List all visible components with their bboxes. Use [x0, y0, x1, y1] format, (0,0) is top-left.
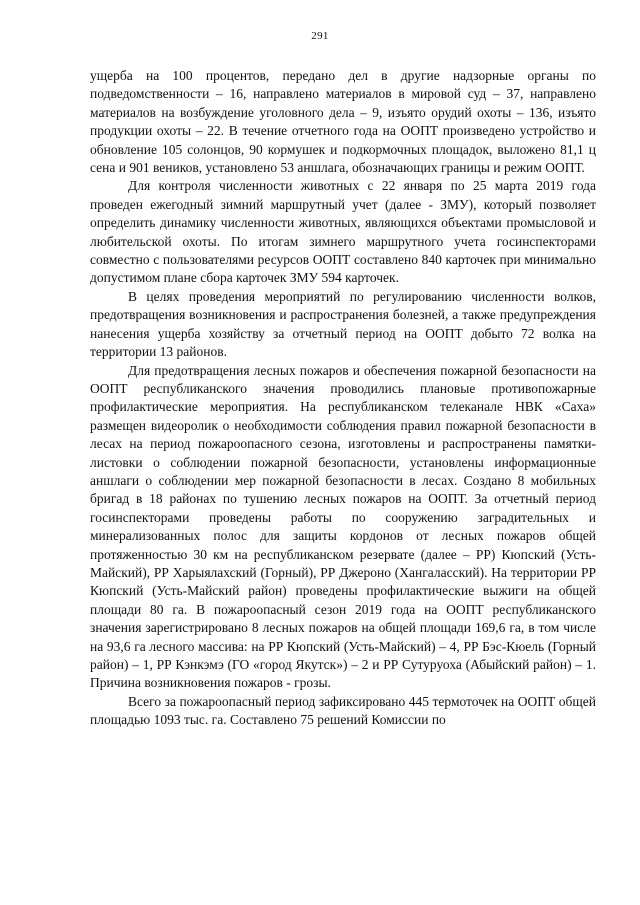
paragraph-continued: ущерба на 100 процентов, передано дел в другие надзорные органы по подведомственности – 16, направлено материалов в мировой суд – 37, направлено материалов на возбуждение уголовного дела – 9, изъято орудий охоты – 136, изъято продукции охоты – 22. В течение отчетного года на ООПТ произведено устройство и обновление 105 солонцов, 90 кормушек и подкормочных площадок, выложено 81,1 ц сена и 901 веников, установлено 53 аншлага, обозначающих границы и режим ООПТ. [90, 68, 596, 176]
paragraph-thermal-points: Всего за пожароопасный период зафиксировано 445 термоточек на ООПТ общей площадью 1093 тыс. га. Составлено 75 решений Комиссии по [90, 693, 596, 728]
paragraph-fire-prevention: Для предотвращения лесных пожаров и обеспечения пожарной безопасности на ООПТ республиканского значения проводились плановые противопожарные профилактические мероприятия. На республиканском телеканале НВК «Саха» размещен видеоролик о необходимости соблюдения правил пожарной безопасности в лесах на период пожароопасного сезона, изготовлены и распространены памятки-листовки о соблюдении пожарной безопасности, установлены информационные аншлаги о соблюдении мер пожарной безопасности в лесах. Создано 8 мобильных бригад в 18 районах по тушению лесных пожаров на ООПТ. За отчетный период госинспекторами проведены работы по сооружению заградительных и минерализованных полос для защиты кордонов от лесных пожаров общей протяженностью 30 км на республиканском резервате (далее – РР) Кюпский (Усть-Майский), РР Харыялахский (Горный), РР Джероно (Хангаласский). На территории РР Кюпский (Усть-Майский район) проведены профилактические выжиги на общей площади 80 га. В пожароопасный сезон 2019 года на ООПТ республиканского значения зарегистрировано 8 лесных пожаров на общей площади 169,6 га, в том числе на 93,6 га лесного массива: на РР Кюпский (Усть-Майский) – 4, РР Бэс-Кюель (Горный район) – 1, РР Кэнкэмэ (ГО «город Якутск») – 2 и РР Сутуруоха (Абыйский район) – 1. Причина возникновения пожаров - грозы. [90, 362, 596, 691]
paragraph-winter-survey: Для контроля численности животных с 22 января по 25 марта 2019 года проведен ежегодный зимний маршрутный учет (далее - ЗМУ), который позволяет определить динамику численности животных, являющихся объектами промысловой и любительской охоты. По итогам зимнего маршрутного учета госинспекторами совместно с пользователями ресурсов ООПТ составлено 840 карточек при минимально допустимом плане сбора карточек ЗМУ 594 карточек. [90, 178, 596, 286]
page-number: 291 [311, 30, 329, 42]
paragraph-wolf-control: В целях проведения мероприятий по регулированию численности волков, предотвращения возникновения и распространения болезней, а также предупреждения нанесения ущерба хозяйству за отчетный период на ООПТ добыто 72 волка на территории 13 районов. [90, 288, 596, 360]
body-text [90, 67, 596, 730]
